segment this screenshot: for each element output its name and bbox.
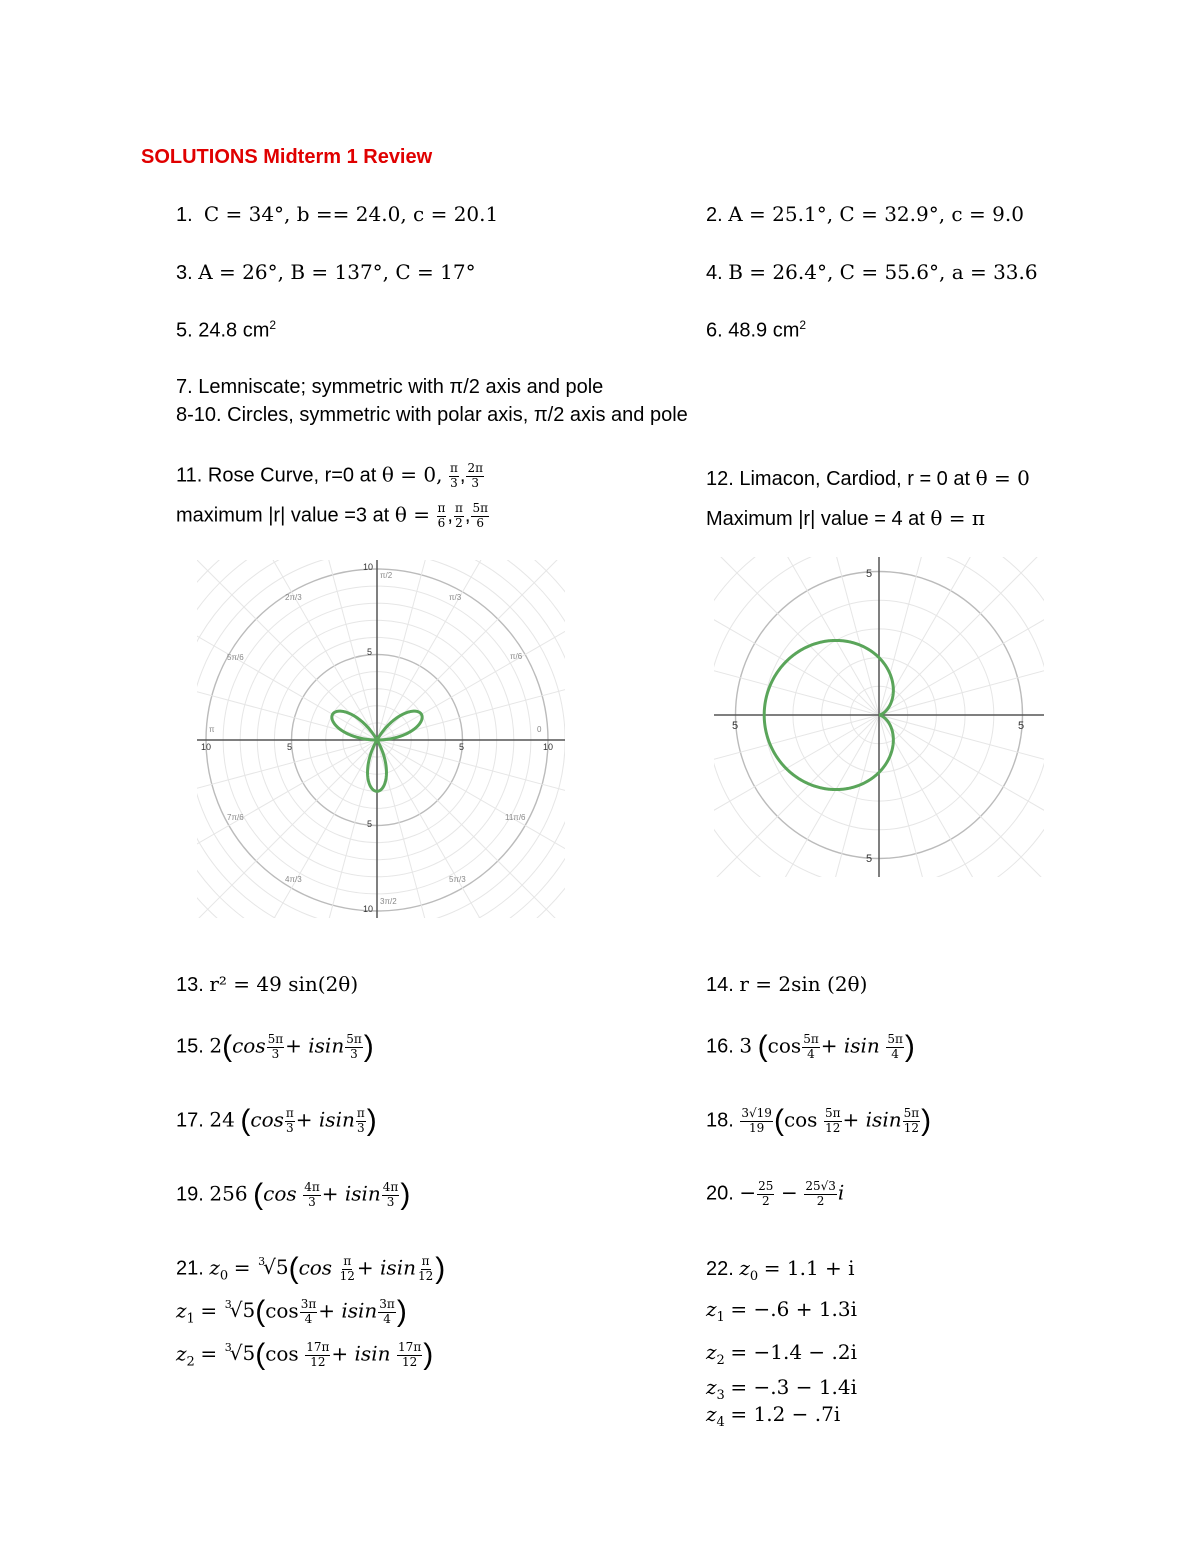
tick-bottom-10: 10 [363, 904, 374, 914]
tick-top-10: 10 [363, 562, 374, 572]
answer-6: 6. 48.9 $cm^2$ [706, 318, 807, 342]
answer-22-z1: $z_1 = -.6 + 1.3i$ [706, 1297, 858, 1325]
answer-22-z0: 22. $z_0 = 1.1 + i$ [706, 1256, 855, 1284]
angle-pi: π [209, 725, 215, 734]
tick-top-5: 5 [367, 647, 373, 657]
answer-14: 14. r = 2sin (2θ) [706, 972, 868, 996]
tick-bottom-5: 5 [367, 819, 373, 829]
answer-22-z3: $z_3 = -.3 - 1.4i$ [706, 1375, 858, 1403]
tick-right-5: 5 [459, 742, 465, 752]
page-title: SOLUTIONS Midterm 1 Review [141, 146, 433, 168]
answer-17: 17. 24 (cos $\frac{\pi}{3}$ + isin $\frac{\pi}{3}$ ) [176, 1104, 377, 1137]
grid-ray [879, 557, 964, 715]
angle-0: 0 [537, 725, 542, 734]
tick-right-5: 5 [1018, 720, 1025, 732]
angle-3pi2: 3π/2 [380, 897, 397, 906]
answer-5: 5. 24.8 $cm^2$ [176, 318, 277, 342]
angle-5pi3: 5π/3 [449, 875, 466, 884]
answer-12-line2: Maximum |r| value = 4 at θ = π [706, 506, 986, 530]
answer-21-z1: $z_1 = ^3√5(\cos$ $\frac{3\pi}{4}$ + isin $\frac{3\pi}{4}$ ) [176, 1295, 407, 1328]
tick-top-5: 5 [866, 568, 873, 580]
answer-16: 16. 3 (cos $\frac{5\pi}{4}$ + isin $\frac{5\pi}{4}$ ) [706, 1030, 915, 1063]
angle-2pi3: 2π/3 [285, 593, 302, 602]
answer-12-line1: 12. Limacon, Cardiod, r = 0 at θ = 0 [706, 466, 1030, 490]
tick-left-5: 5 [287, 742, 293, 752]
answer-18: 18. $\frac{3√19}{19}$ (cos $\frac{5\pi}{12}$ + isin $\frac{5\pi}{12}$ ) [706, 1104, 932, 1137]
answer-22-z2: $z_2 = -1.4 - .2i$ [706, 1340, 858, 1368]
answer-7: 7. Lemniscate; symmetric with π/2 axis and pole [176, 376, 604, 398]
angle-11pi6: 11π/6 [505, 813, 526, 822]
answer-20: 20. − $\frac{25}{2}$ − $\frac{25√3}{2}$ i [706, 1179, 845, 1208]
tick-bottom-5: 5 [866, 853, 873, 865]
answer-1: 1. C = 34°, b == 24.0, c = 20.1 [176, 202, 499, 226]
rose-curve-graph [197, 560, 565, 918]
answer-11-line2: maximum |r| value =3 at θ = $\frac{\pi}{6}$ , $\frac{\pi}{2}$ , $\frac{5\pi}{6}$ [176, 501, 488, 530]
grid-ray [794, 557, 879, 715]
angle-pi2: π/2 [380, 571, 393, 580]
answer-21-z0: 21. $z_0 = ^3√5(\cos$ $\frac{\pi}{12}$ + isin $\frac{\pi}{12}$ ) [176, 1252, 446, 1285]
angle-pi3: π/3 [449, 593, 462, 602]
answer-21-z2: $z_2 = ^3√5(\cos$ $\frac{17\pi}{12}$ + isin $\frac{17\pi}{12}$ ) [176, 1338, 434, 1371]
cardioid-graph [714, 557, 1044, 877]
tick-left-5: 5 [732, 720, 739, 732]
angle-4pi3: 4π/3 [285, 875, 302, 884]
answer-22-z4: $z_4 = 1.2 - .7i$ [706, 1402, 841, 1430]
tick-right-10: 10 [543, 742, 554, 752]
answer-19: 19. 256 (cos $\frac{4\pi}{3}$ + isin $\frac{4\pi}{3}$ ) [176, 1178, 411, 1211]
answer-13: 13. r² = 49 sin(2θ) [176, 972, 359, 996]
answer-3: 3. A = 26°, B = 137°, C = 17° [176, 260, 476, 284]
answer-15: 15. 2(cos $\frac{5\pi}{3}$ + isin $\frac{5\pi}{3}$ ) [176, 1030, 374, 1063]
angle-pi6: π/6 [510, 652, 523, 661]
answer-4: 4. B = 26.4°, C = 55.6°, a = 33.6 [706, 260, 1038, 284]
angle-7pi6: 7π/6 [227, 813, 244, 822]
tick-left-10: 10 [201, 742, 212, 752]
answer-11-line1: 11. Rose Curve, r=0 at θ = 0, $\frac{\pi}{3}$ , $\frac{2\pi}{3}$ [176, 461, 483, 490]
answer-8-10: 8-10. Circles, symmetric with polar axis, π/2 axis and pole [176, 404, 688, 426]
angle-5pi6: 5π/6 [227, 653, 244, 662]
answer-2: 2. A = 25.1°, C = 32.9°, c = 9.0 [706, 202, 1024, 226]
